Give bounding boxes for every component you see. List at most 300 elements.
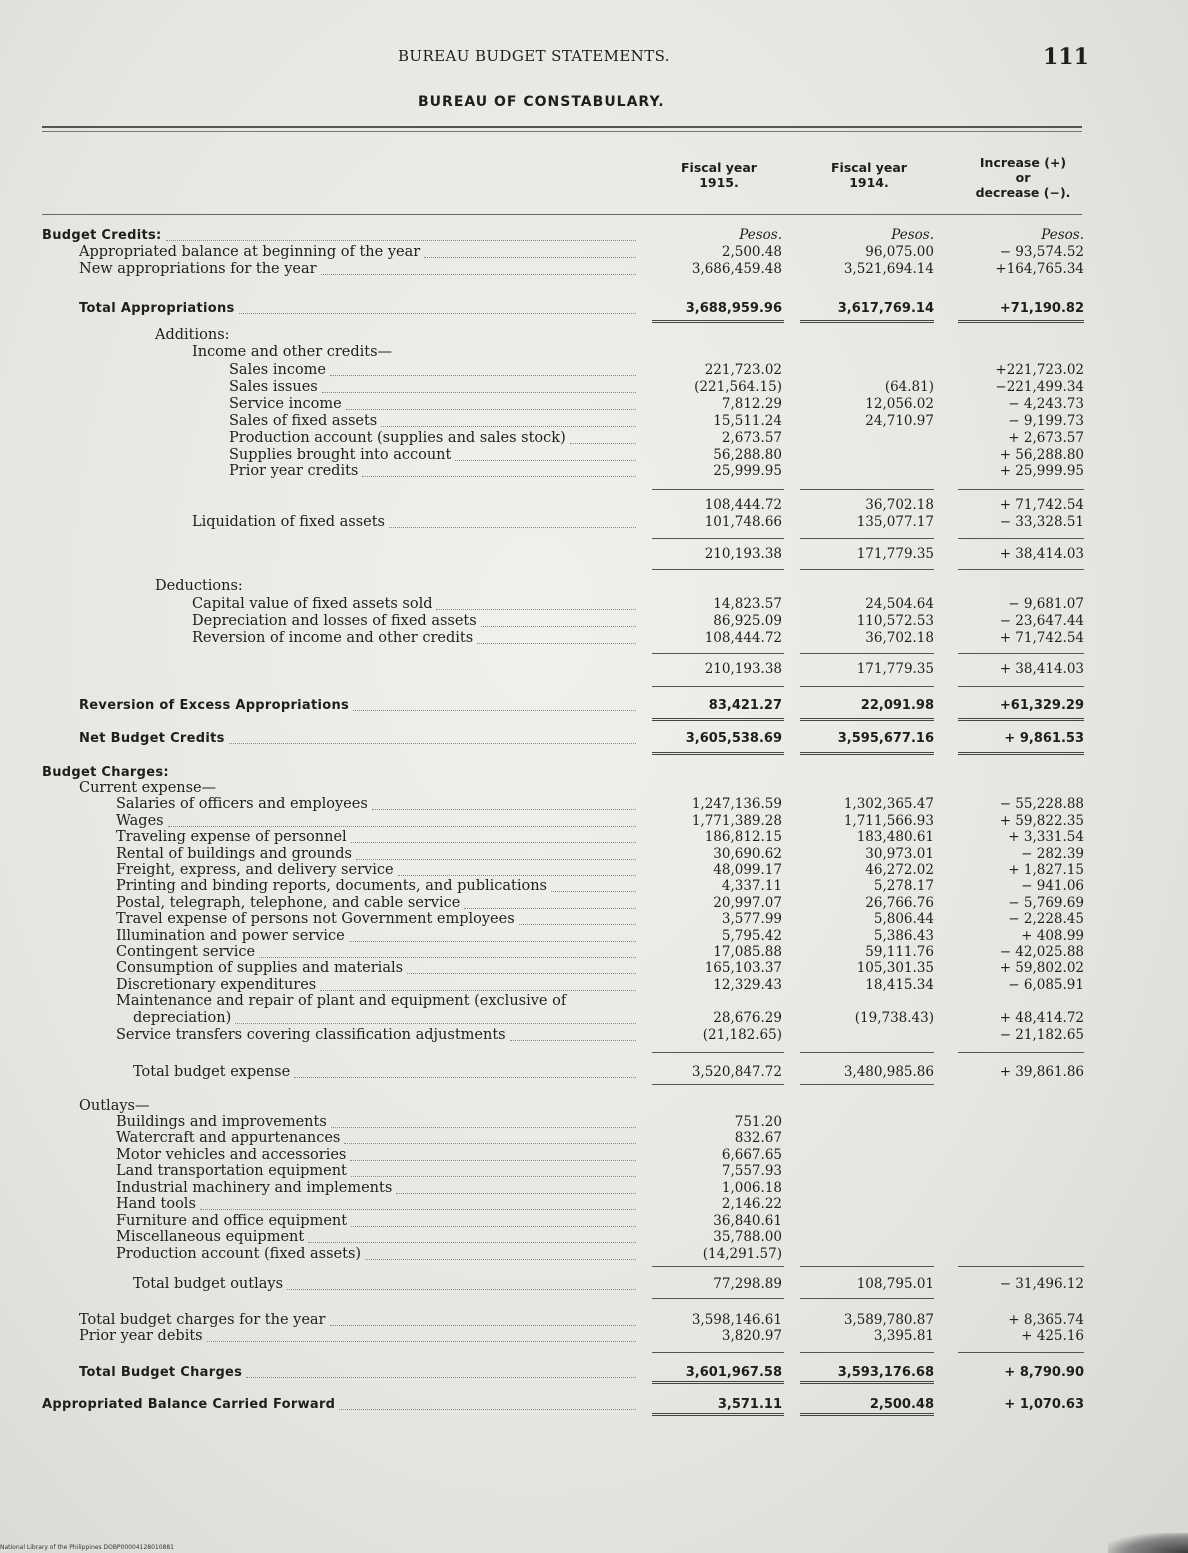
value-change: +164,765.34 xyxy=(995,261,1084,277)
dot-leader xyxy=(351,1176,636,1177)
table-row xyxy=(0,1229,1188,1246)
table-row xyxy=(0,596,1188,613)
table-row xyxy=(0,862,1188,879)
dot-leader xyxy=(330,375,636,376)
value-fiscal-1914: 108,795.01 xyxy=(856,1276,934,1292)
dot-leader xyxy=(166,240,636,241)
value-change: + 25,999.95 xyxy=(999,463,1084,479)
value-fiscal-1914: 171,779.35 xyxy=(856,546,934,562)
rule-total-appropriations-c3 xyxy=(958,320,1084,323)
value-change: + 59,822.35 xyxy=(999,813,1084,829)
table-row xyxy=(0,1196,1188,1213)
row-label: Buildings and improvements xyxy=(116,1114,327,1130)
row-label: Contingent service xyxy=(116,944,256,960)
row-label: Service income xyxy=(229,396,342,412)
value-change: − 282.39 xyxy=(1021,846,1084,862)
running-head: BUREAU BUDGET STATEMENTS. xyxy=(398,47,670,65)
value-fiscal-1915: 6,667.65 xyxy=(721,1147,782,1163)
value-change: +221,723.02 xyxy=(995,362,1084,378)
value-change: + 59,802.02 xyxy=(999,960,1084,976)
value-fiscal-1915: 3,820.97 xyxy=(721,1328,782,1344)
value-change: + 1,827.15 xyxy=(1008,862,1084,878)
row-label: Hand tools xyxy=(116,1196,196,1212)
table-row xyxy=(0,430,1188,447)
dot-leader xyxy=(349,941,636,942)
row-label: Reversion of Excess Appropriations xyxy=(79,698,350,713)
value-fiscal-1914: 36,702.18 xyxy=(865,497,934,513)
dot-leader xyxy=(351,1226,636,1227)
value-fiscal-1914: (64.81) xyxy=(884,379,934,395)
row-label: Postal, telegraph, telephone, and cable service xyxy=(116,895,461,911)
value-fiscal-1915: (21,182.65) xyxy=(702,1027,782,1043)
dot-leader xyxy=(287,1289,636,1290)
table-row xyxy=(0,396,1188,413)
rule-reversion-c3 xyxy=(958,718,1084,721)
dot-leader xyxy=(551,891,636,892)
value-fiscal-1915: 221,723.02 xyxy=(704,362,782,378)
row-label: Service transfers covering classification adjustments xyxy=(116,1027,506,1043)
table-row xyxy=(0,1312,1188,1329)
dot-leader xyxy=(455,460,636,461)
table-row xyxy=(0,1130,1188,1147)
value-fiscal-1914: 5,806.44 xyxy=(873,911,934,927)
row-label: Travel expense of persons not Government employees xyxy=(116,911,515,927)
table-row xyxy=(0,993,1188,1010)
row-label: Appropriated Balance Carried Forward xyxy=(42,1397,336,1412)
dot-leader xyxy=(346,409,636,410)
value-change: − 55,228.88 xyxy=(999,796,1084,812)
dot-leader xyxy=(381,426,636,427)
value-fiscal-1914: 2,500.48 xyxy=(869,1397,934,1412)
row-label: Outlays— xyxy=(79,1098,150,1114)
row-label: Current expense— xyxy=(79,780,217,796)
dot-leader xyxy=(519,924,636,925)
value-change: + 1,070.63 xyxy=(1004,1397,1084,1412)
value-change: + 38,414.03 xyxy=(999,546,1084,562)
row-label: Total budget outlays xyxy=(133,1276,284,1292)
dot-leader xyxy=(510,1040,636,1041)
table-row xyxy=(0,878,1188,895)
rule-additions-end-c3 xyxy=(958,569,1084,570)
table-row xyxy=(0,1180,1188,1197)
value-change: + 9,861.53 xyxy=(1004,731,1084,746)
value-fiscal-1915: Pesos. xyxy=(739,227,782,243)
value-fiscal-1914: 5,386.43 xyxy=(873,928,934,944)
value-fiscal-1914: 46,272.02 xyxy=(865,862,934,878)
table-row xyxy=(0,1027,1188,1044)
value-change: +71,190.82 xyxy=(999,301,1084,316)
dot-leader xyxy=(350,1160,636,1161)
rule-expense-sub-c2 xyxy=(800,1052,934,1053)
value-fiscal-1915: 1,006.18 xyxy=(721,1180,782,1196)
value-fiscal-1915: 28,676.29 xyxy=(713,1010,782,1026)
row-label: Liquidation of fixed assets xyxy=(192,514,385,530)
value-fiscal-1915: 4,337.11 xyxy=(721,878,782,894)
rule-expense-end-c1 xyxy=(652,1084,784,1085)
row-label: Wages xyxy=(116,813,164,829)
rule-net-credits-c2 xyxy=(800,752,934,755)
value-change: + 8,790.90 xyxy=(1004,1365,1084,1380)
table-row xyxy=(0,730,1188,747)
value-change: − 33,328.51 xyxy=(999,514,1084,530)
value-fiscal-1914: 18,415.34 xyxy=(865,977,934,993)
rule-expense-end-c2 xyxy=(800,1084,934,1085)
value-fiscal-1915: 36,840.61 xyxy=(713,1213,782,1229)
value-change: +61,329.29 xyxy=(999,698,1084,713)
value-fiscal-1914: 12,056.02 xyxy=(865,396,934,412)
table-row xyxy=(0,895,1188,912)
rule-outlays-end-c2 xyxy=(800,1298,934,1299)
table-row xyxy=(0,661,1188,678)
rule-reversion-c1 xyxy=(652,718,784,721)
table-row xyxy=(0,1276,1188,1293)
row-label: Total Budget Charges xyxy=(79,1365,243,1380)
dot-leader xyxy=(396,1193,636,1194)
dot-leader xyxy=(570,443,636,444)
value-fiscal-1914: 171,779.35 xyxy=(856,661,934,677)
dot-leader xyxy=(321,274,636,275)
value-fiscal-1915: 17,085.88 xyxy=(713,944,782,960)
rule-income-sub-c2 xyxy=(800,489,934,490)
rule-expense-sub-c1 xyxy=(652,1052,784,1053)
table-row xyxy=(0,497,1188,514)
table-row xyxy=(0,1114,1188,1131)
rule-total-appropriations-c2 xyxy=(800,320,934,323)
value-change: + 408.99 xyxy=(1021,928,1084,944)
value-fiscal-1915: 3,577.99 xyxy=(721,911,782,927)
value-change: −221,499.34 xyxy=(995,379,1084,395)
table-row xyxy=(0,796,1188,813)
table-row xyxy=(0,1213,1188,1230)
value-fiscal-1915: 3,688,959.96 xyxy=(685,301,782,316)
value-fiscal-1915: 165,103.37 xyxy=(704,960,782,976)
table-row xyxy=(0,846,1188,863)
rule-balance-c2 xyxy=(800,1413,934,1416)
value-change: + 2,673.57 xyxy=(1008,430,1084,446)
table-row xyxy=(0,1010,1188,1027)
value-change: + 38,414.03 xyxy=(999,661,1084,677)
value-change: − 23,647.44 xyxy=(999,613,1084,629)
rule-additions-c2 xyxy=(800,538,934,539)
table-row xyxy=(0,780,1188,797)
dot-leader xyxy=(229,743,636,744)
row-label: Traveling expense of personnel xyxy=(116,829,347,845)
dot-leader xyxy=(239,313,636,314)
row-label: Depreciation and losses of fixed assets xyxy=(192,613,477,629)
value-change: − 6,085.91 xyxy=(1008,977,1084,993)
row-label: Production account (fixed assets) xyxy=(116,1246,362,1262)
table-row xyxy=(0,227,1188,244)
dot-leader xyxy=(259,957,636,958)
row-label: Appropriated balance at beginning of the year xyxy=(79,244,421,260)
rule-income-sub-c3 xyxy=(958,489,1084,490)
row-label: Net Budget Credits xyxy=(79,731,225,746)
value-fiscal-1914: 105,301.35 xyxy=(856,960,934,976)
value-fiscal-1914: 3,521,694.14 xyxy=(843,261,934,277)
dot-leader xyxy=(200,1209,636,1210)
rule-outlays-sub-c2 xyxy=(800,1266,934,1267)
dot-leader xyxy=(339,1409,636,1410)
rule-deductions-c2 xyxy=(800,653,934,654)
top-rule xyxy=(42,126,1082,128)
value-fiscal-1915: (14,291.57) xyxy=(702,1246,782,1262)
top-rule-thin xyxy=(42,131,1082,132)
value-fiscal-1915: 20,997.07 xyxy=(713,895,782,911)
value-fiscal-1915: 108,444.72 xyxy=(704,497,782,513)
table-row xyxy=(0,261,1188,278)
row-label: Consumption of supplies and materials xyxy=(116,960,404,976)
table-row xyxy=(0,1064,1188,1081)
table-row xyxy=(0,1147,1188,1164)
value-fiscal-1915: 2,673.57 xyxy=(721,430,782,446)
value-fiscal-1915: 210,193.38 xyxy=(704,546,782,562)
value-fiscal-1915: 3,686,459.48 xyxy=(691,261,782,277)
dot-leader xyxy=(353,710,636,711)
value-fiscal-1914: 3,395.81 xyxy=(873,1328,934,1344)
value-fiscal-1914: 3,480,985.86 xyxy=(843,1064,934,1080)
dot-leader xyxy=(407,973,636,974)
value-fiscal-1915: 3,571.11 xyxy=(717,1397,782,1412)
value-fiscal-1915: 14,823.57 xyxy=(713,596,782,612)
table-row xyxy=(0,911,1188,928)
row-label: Furniture and office equipment xyxy=(116,1213,348,1229)
rule-outlays-sub-c3 xyxy=(958,1266,1084,1267)
table-row xyxy=(0,413,1188,430)
rule-net-credits-c1 xyxy=(652,752,784,755)
value-change: − 9,199.73 xyxy=(1008,413,1084,429)
table-row xyxy=(0,813,1188,830)
value-fiscal-1915: 86,925.09 xyxy=(713,613,782,629)
row-label: Salaries of officers and employees xyxy=(116,796,368,812)
value-fiscal-1915: 12,329.43 xyxy=(713,977,782,993)
value-fiscal-1914: 26,766.76 xyxy=(865,895,934,911)
value-fiscal-1915: 2,500.48 xyxy=(721,244,782,260)
value-fiscal-1915: 3,605,538.69 xyxy=(685,731,782,746)
table-row xyxy=(0,1163,1188,1180)
rule-deductions-c3 xyxy=(958,653,1084,654)
row-label: Discretionary expenditures xyxy=(116,977,317,993)
value-fiscal-1914: 36,702.18 xyxy=(865,630,934,646)
dot-leader xyxy=(320,990,636,991)
rule-additions-c1 xyxy=(652,538,784,539)
page-edge-shadow xyxy=(1108,1533,1188,1553)
row-label: Production account (supplies and sales stock) xyxy=(229,430,566,446)
table-row xyxy=(0,1396,1188,1413)
row-label: Budget Charges: xyxy=(42,765,169,780)
rule-charges-sub-c3 xyxy=(958,1352,1084,1353)
value-fiscal-1914: 3,593,176.68 xyxy=(837,1365,934,1380)
value-change: − 9,681.07 xyxy=(1008,596,1084,612)
value-fiscal-1915: 30,690.62 xyxy=(713,846,782,862)
rule-deductions-end-c1 xyxy=(652,686,784,687)
rule-additions-end-c1 xyxy=(652,569,784,570)
dot-leader xyxy=(330,1325,637,1326)
row-label: Industrial machinery and implements xyxy=(116,1180,393,1196)
row-label: Miscellaneous equipment xyxy=(116,1229,305,1245)
row-label: Sales issues xyxy=(229,379,318,395)
table-row xyxy=(0,630,1188,647)
dot-leader xyxy=(294,1077,636,1078)
value-fiscal-1914: 3,617,769.14 xyxy=(837,301,934,316)
page-title: BUREAU OF CONSTABULARY. xyxy=(418,94,665,110)
row-label: Prior year credits xyxy=(229,463,359,479)
row-label: Capital value of fixed assets sold xyxy=(192,596,433,612)
dot-leader xyxy=(308,1242,636,1243)
table-row xyxy=(0,300,1188,317)
row-label: Rental of buildings and grounds xyxy=(116,846,352,862)
column-header-fiscal-1914: Fiscal year 1914. xyxy=(831,160,907,190)
value-change: + 8,365.74 xyxy=(1008,1312,1084,1328)
row-label: Printing and binding reports, documents, and publications xyxy=(116,878,547,894)
value-fiscal-1914: 30,973.01 xyxy=(865,846,934,862)
row-label: Total budget expense xyxy=(133,1064,291,1080)
table-row xyxy=(0,613,1188,630)
value-fiscal-1915: 3,520,847.72 xyxy=(691,1064,782,1080)
row-label: Sales of fixed assets xyxy=(229,413,378,429)
value-fiscal-1914: 1,302,365.47 xyxy=(843,796,934,812)
dot-leader xyxy=(477,643,636,644)
table-row xyxy=(0,362,1188,379)
rule-additions-end-c2 xyxy=(800,569,934,570)
rule-additions-c3 xyxy=(958,538,1084,539)
value-change: − 21,182.65 xyxy=(999,1027,1084,1043)
row-label: Motor vehicles and accessories xyxy=(116,1147,347,1163)
dot-leader xyxy=(246,1377,636,1378)
row-label: Illumination and power service xyxy=(116,928,345,944)
value-fiscal-1915: 83,421.27 xyxy=(708,698,782,713)
value-fiscal-1914: 24,504.64 xyxy=(865,596,934,612)
rule-income-sub-c1 xyxy=(652,489,784,490)
value-fiscal-1915: 3,598,146.61 xyxy=(691,1312,782,1328)
table-row xyxy=(0,327,1188,344)
dot-leader xyxy=(464,908,636,909)
dot-leader xyxy=(207,1341,636,1342)
dot-leader xyxy=(168,826,636,827)
dot-leader xyxy=(365,1259,636,1260)
table-row xyxy=(0,764,1188,781)
value-change: − 4,243.73 xyxy=(1008,396,1084,412)
table-row xyxy=(0,928,1188,945)
scan-credit: National Library of the Philippines DOBP00004128010881 xyxy=(0,1544,174,1551)
value-change: − 93,574.52 xyxy=(999,244,1084,260)
table-row xyxy=(0,447,1188,464)
table-row xyxy=(0,344,1188,361)
value-fiscal-1914: 183,480.61 xyxy=(856,829,934,845)
table-row xyxy=(0,977,1188,994)
dot-leader xyxy=(362,476,636,477)
rule-outlays-sub-c1 xyxy=(652,1266,784,1267)
value-fiscal-1915: 3,601,967.58 xyxy=(685,1365,782,1380)
value-fiscal-1915: 15,511.24 xyxy=(713,413,782,429)
rule-net-credits-c3 xyxy=(958,752,1084,755)
value-fiscal-1914: 3,595,677.16 xyxy=(837,731,934,746)
rule-expense-sub-c3 xyxy=(958,1052,1084,1053)
value-fiscal-1914: 1,711,566.93 xyxy=(843,813,934,829)
row-label: Watercraft and appurtenances xyxy=(116,1130,341,1146)
row-label: Deductions: xyxy=(155,578,243,594)
table-row xyxy=(0,244,1188,261)
value-fiscal-1914: 110,572.53 xyxy=(856,613,934,629)
value-change: + 3,331.54 xyxy=(1008,829,1084,845)
table-row xyxy=(0,697,1188,714)
value-fiscal-1915: 7,557.93 xyxy=(721,1163,782,1179)
value-change: + 39,861.86 xyxy=(999,1064,1084,1080)
header-rule xyxy=(42,214,1082,215)
row-label: Sales income xyxy=(229,362,327,378)
value-change: + 425.16 xyxy=(1021,1328,1084,1344)
value-change: − 2,228.45 xyxy=(1008,911,1084,927)
page-number: 111 xyxy=(1043,44,1089,70)
rule-deductions-end-c2 xyxy=(800,686,934,687)
row-label: Budget Credits: xyxy=(42,228,162,243)
row-label: Income and other credits— xyxy=(192,344,393,360)
value-change: + 71,742.54 xyxy=(999,630,1084,646)
table-row xyxy=(0,463,1188,480)
rule-total-charges-c1 xyxy=(652,1381,784,1384)
value-change: − 42,025.88 xyxy=(999,944,1084,960)
value-change: + 48,414.72 xyxy=(999,1010,1084,1026)
row-label: Reversion of income and other credits xyxy=(192,630,474,646)
value-fiscal-1915: 1,247,136.59 xyxy=(691,796,782,812)
value-fiscal-1915: 101,748.66 xyxy=(704,514,782,530)
value-change: − 941.06 xyxy=(1021,878,1084,894)
table-row xyxy=(0,1328,1188,1345)
table-row xyxy=(0,379,1188,396)
value-fiscal-1914: 22,091.98 xyxy=(860,698,934,713)
row-label: New appropriations for the year xyxy=(79,261,317,277)
column-header-fiscal-1915: Fiscal year 1915. xyxy=(681,160,757,190)
value-fiscal-1915: (221,564.15) xyxy=(694,379,782,395)
table-row xyxy=(0,546,1188,563)
rule-reversion-c2 xyxy=(800,718,934,721)
value-fiscal-1915: 48,099.17 xyxy=(713,862,782,878)
rule-charges-sub-c2 xyxy=(800,1352,934,1353)
row-label: depreciation) xyxy=(133,1010,232,1026)
row-label: Maintenance and repair of plant and equipment (exclusive of xyxy=(116,993,567,1009)
value-fiscal-1914: (19,738.43) xyxy=(854,1010,934,1026)
table-row xyxy=(0,829,1188,846)
value-fiscal-1915: 2,146.22 xyxy=(721,1196,782,1212)
row-label: Freight, express, and delivery service xyxy=(116,862,394,878)
dot-leader xyxy=(436,609,636,610)
dot-leader xyxy=(322,392,636,393)
value-fiscal-1915: 5,795.42 xyxy=(721,928,782,944)
table-row xyxy=(0,1098,1188,1115)
row-label: Total budget charges for the year xyxy=(79,1312,326,1328)
row-label: Supplies brought into account xyxy=(229,447,452,463)
value-fiscal-1914: 135,077.17 xyxy=(856,514,934,530)
dot-leader xyxy=(372,809,636,810)
row-label: Prior year debits xyxy=(79,1328,203,1344)
value-fiscal-1915: 832.67 xyxy=(734,1130,782,1146)
table-row xyxy=(0,578,1188,595)
value-fiscal-1914: 96,075.00 xyxy=(865,244,934,260)
dot-leader xyxy=(424,257,636,258)
table-row xyxy=(0,514,1188,531)
value-change: − 5,769.69 xyxy=(1008,895,1084,911)
value-fiscal-1914: Pesos. xyxy=(891,227,934,243)
dot-leader xyxy=(389,527,636,528)
rule-deductions-end-c3 xyxy=(958,686,1084,687)
table-row xyxy=(0,960,1188,977)
value-change: − 31,496.12 xyxy=(999,1276,1084,1292)
value-fiscal-1915: 186,812.15 xyxy=(704,829,782,845)
rule-deductions-c1 xyxy=(652,653,784,654)
value-fiscal-1915: 77,298.89 xyxy=(713,1276,782,1292)
value-fiscal-1915: 210,193.38 xyxy=(704,661,782,677)
dot-leader xyxy=(351,842,636,843)
value-fiscal-1914: 3,589,780.87 xyxy=(843,1312,934,1328)
